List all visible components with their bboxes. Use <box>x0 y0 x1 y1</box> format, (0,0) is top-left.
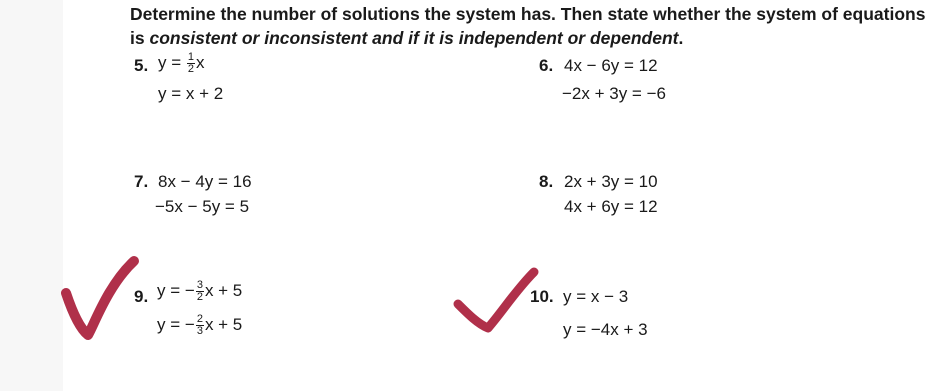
equation-1: y = − $\frac{3}{2}$ x + 5 <box>157 279 243 303</box>
checkmark-stroke <box>458 272 534 328</box>
fraction: $\frac{2}{3}$ <box>196 313 203 337</box>
equation-2: y = −4x + 3 <box>563 320 648 339</box>
equation-2: y = x + 2 <box>158 84 224 103</box>
checkmark-stroke <box>66 261 134 335</box>
checkmark-icon <box>450 262 540 342</box>
problem-number: 6. <box>539 56 554 75</box>
equation-1: 4x − 6y = 12 <box>564 56 658 75</box>
problem-number: 7. <box>134 172 149 191</box>
equation-2: y = − $\frac{2}{3}$ x + 5 <box>157 313 243 337</box>
equation-2: −5x − 5y = 5 <box>155 197 250 216</box>
instructions-text: Determine the number of solutions the system has. Then state whether the system of equations is consistent or inconsistent and if it is independent or dependent. <box>130 4 926 48</box>
problem-number: 9. <box>134 287 149 306</box>
page-margin-left <box>0 0 63 391</box>
equation-1: 8x − 4y = 16 <box>158 172 252 191</box>
equation-2: −2x + 3y = −6 <box>562 84 666 103</box>
problem-number: 10. <box>530 287 554 306</box>
equation-2: 4x + 6y = 12 <box>564 197 658 216</box>
equation-1: y = x − 3 <box>563 287 629 306</box>
problem-number: 5. <box>134 56 149 75</box>
fraction: $\frac{1}{2}$ <box>187 51 194 75</box>
problem-number: 8. <box>539 172 554 191</box>
equation-1: y = $\frac{1}{2}$ x <box>158 51 205 75</box>
equation-1: 2x + 3y = 10 <box>564 172 658 191</box>
checkmark-icon <box>60 255 140 350</box>
fraction: $\frac{3}{2}$ <box>196 279 203 303</box>
